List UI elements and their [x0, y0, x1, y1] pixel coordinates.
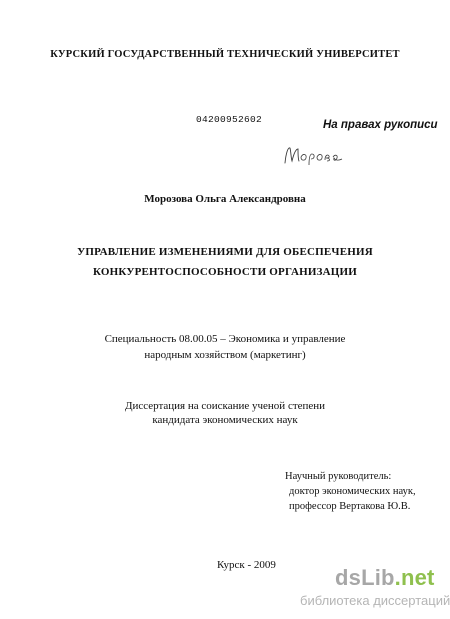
author-name: Морозова Ольга Александровна [144, 193, 306, 205]
dissertation-title-line-1: УПРАВЛЕНИЕ ИЗМЕНЕНИЯМИ ДЛЯ ОБЕСПЕЧЕНИЯ [77, 246, 373, 258]
dslib-watermark-logo[interactable] [335, 565, 435, 591]
specialty-line-1: Специальность 08.00.05 – Экономика и управление [104, 333, 346, 345]
supervisor-label: Научный руководитель: [285, 471, 392, 482]
handwritten-signature [282, 143, 344, 167]
watermark-brand-left: dsLib [335, 565, 395, 590]
degree-line-2: кандидата экономических наук [152, 414, 298, 426]
watermark-subtitle: библиотека диссертаций [300, 593, 450, 608]
dissertation-title-line-2: КОНКУРЕНТОСПОСОБНОСТИ ОРГАНИЗАЦИИ [92, 266, 358, 278]
library-code: 04200952602 [196, 114, 263, 125]
degree-line-1: Диссертация на соискание ученой степени [124, 400, 326, 412]
watermark-brand-right: net [400, 565, 435, 590]
specialty-line-2: народным хозяйством (маркетинг) [144, 349, 306, 361]
watermark-brand-dot: . [394, 565, 401, 590]
manuscript-note: На правах рукописи [323, 119, 438, 131]
university-name: КУРСКИЙ ГОСУДАРСТВЕННЫЙ ТЕХНИЧЕСКИЙ УНИВЕРСИТЕТ [50, 49, 400, 60]
supervisor-name: профессор Вертакова Ю.В. [289, 501, 411, 512]
supervisor-degree: доктор экономических наук, [289, 486, 416, 497]
city-year: Курск - 2009 [217, 559, 276, 571]
